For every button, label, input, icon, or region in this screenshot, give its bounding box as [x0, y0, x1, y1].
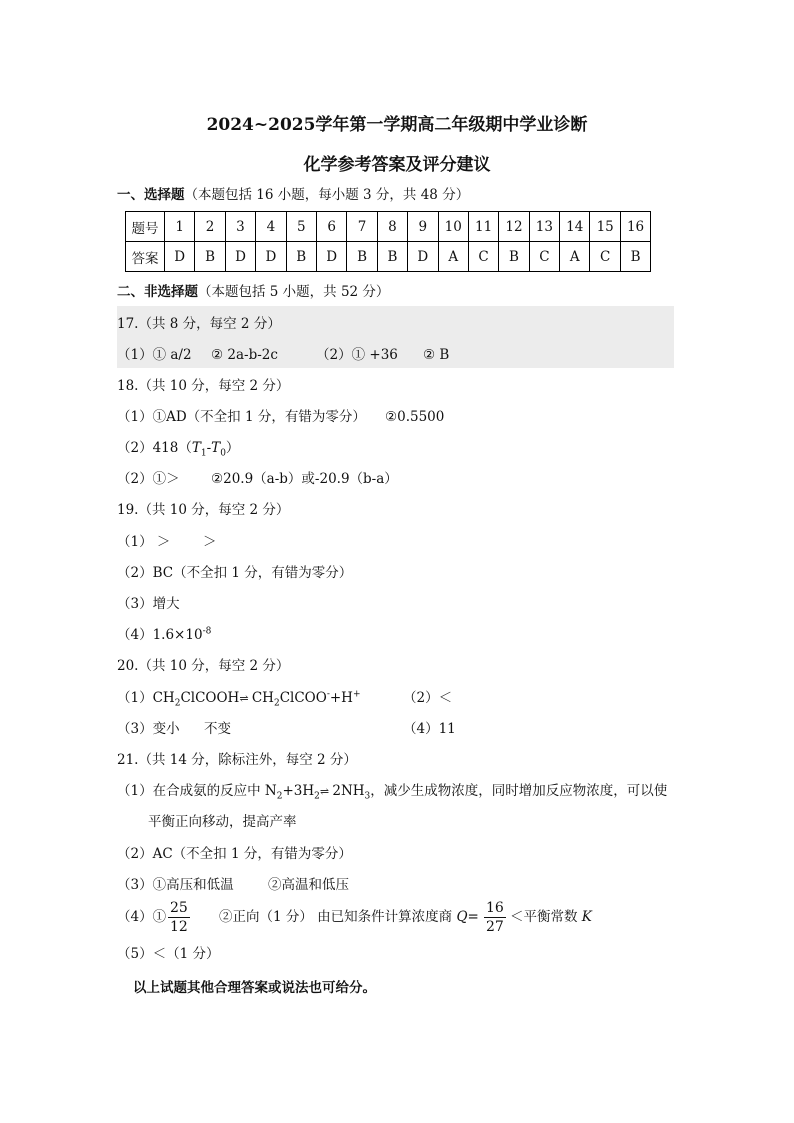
q19-2: （2）BC（不全扣 1 分，有错为零分） — [117, 565, 353, 581]
q21-4-q: Q — [456, 909, 468, 925]
closing-note: 以上试题其他合理答案或说法也可给分。 — [133, 980, 376, 996]
table-cell: D — [316, 242, 346, 272]
q21-part: +3H — [282, 783, 315, 799]
q20-2: （2）＜ — [403, 690, 453, 706]
row-label: 题号 — [126, 212, 165, 242]
q21-4-k: K — [581, 909, 592, 925]
question-number-row — [126, 212, 651, 242]
eq-sup: + — [352, 689, 361, 700]
table-cell: 10 — [438, 212, 468, 242]
table-cell: B — [377, 242, 407, 272]
q18-head: 18.（共 10 分，每空 2 分） — [117, 378, 290, 394]
table-cell: 13 — [529, 212, 559, 242]
fraction-16-27 — [484, 899, 506, 936]
q18-1-2: ②0.5500 — [385, 409, 445, 425]
q19-3: （3）增大 — [117, 596, 180, 612]
table-cell: B — [286, 242, 316, 272]
table-cell: C — [529, 242, 559, 272]
q21-part: 2NH — [328, 783, 365, 799]
table-cell: 11 — [468, 212, 498, 242]
q21-1-line1 — [117, 782, 667, 801]
q20-3-1: （3）变小 — [117, 721, 180, 737]
table-cell: 12 — [499, 212, 529, 242]
table-cell: 8 — [377, 212, 407, 242]
section2-header — [117, 283, 389, 301]
table-cell: C — [468, 242, 498, 272]
table-cell: 1 — [165, 212, 195, 242]
section2-heading: 二、非选择题 — [117, 284, 198, 300]
q21-part: ，减少生成物浓度，同时增加反应物浓度，可以使 — [370, 783, 668, 799]
q18-2-suffix: ） — [225, 440, 240, 456]
q18-2-s1: 1 — [200, 448, 207, 459]
q21-2: （2）AC（不全扣 1 分，有错为零分） — [117, 846, 352, 862]
fraction-25-12 — [168, 899, 190, 936]
q21-4-3 — [510, 908, 592, 926]
eq-part: （1）CH — [117, 690, 175, 706]
equilibrium-arrow-icon: ⇌ — [239, 692, 248, 705]
fraction-denominator: 12 — [170, 919, 188, 935]
page-subtitle: 化学参考答案及评分建议 — [303, 155, 491, 175]
q21-3-2: ②高温和低压 — [268, 877, 349, 893]
eq-sub: 2 — [273, 698, 280, 709]
table-cell: D — [165, 242, 195, 272]
q21-5: （5）＜（1 分） — [117, 946, 220, 962]
q21-4-2 — [219, 908, 479, 926]
table-cell: 2 — [195, 212, 225, 242]
q19-1-2: ＞ — [203, 534, 217, 550]
q18-3-2: ②20.9（a-b）或-20.9（b-a） — [211, 471, 398, 487]
q18-2-s0: 0 — [220, 448, 226, 459]
q17-head: 17.（共 8 分，每空 2 分） — [117, 316, 281, 332]
fraction-numerator: 16 — [486, 900, 504, 916]
q17-1-2: ② 2a-b-2c — [211, 347, 278, 363]
q18-1-1: （1）①AD（不全扣 1 分，有错为零分） — [117, 409, 366, 425]
q21-sub: 2 — [314, 791, 320, 802]
eq-part: CH — [247, 690, 274, 706]
table-cell: A — [438, 242, 468, 272]
table-cell: 14 — [560, 212, 590, 242]
table-cell: 3 — [225, 212, 255, 242]
q21-4-text: ②正向（1 分） 由已知条件计算浓度商 — [219, 909, 457, 925]
table-cell: 16 — [620, 212, 650, 242]
q21-3-1: （3）①高压和低温 — [117, 877, 234, 893]
q20-4: （4）11 — [403, 721, 456, 737]
q20-1-equation — [117, 689, 361, 708]
table-cell: 9 — [408, 212, 438, 242]
table-cell: D — [256, 242, 286, 272]
q21-1-line2: 平衡正向移动，提高产率 — [148, 814, 297, 830]
q18-2-t0: T — [211, 440, 221, 456]
q17-2-1: （2）① +36 — [316, 347, 398, 363]
row-label: 答案 — [126, 242, 165, 272]
q19-4 — [117, 626, 211, 644]
q21-head: 21.（共 14 分，除标注外，每空 2 分） — [117, 752, 357, 768]
table-cell: D — [408, 242, 438, 272]
q20-head: 20.（共 10 分，每空 2 分） — [117, 658, 290, 674]
eq-part: ClCOOH — [180, 690, 240, 706]
q19-4-base: （4）1.6×10 — [117, 627, 203, 643]
section1-header — [117, 186, 469, 204]
table-cell: 6 — [316, 212, 346, 242]
fraction-numerator: 25 — [170, 900, 188, 916]
eq-sup: - — [326, 689, 330, 700]
page-title: 2024~2025学年第一学期高二年级期中学业诊断 — [206, 115, 588, 135]
section1-heading: 一、选择题 — [117, 187, 185, 203]
q19-head: 19.（共 10 分，每空 2 分） — [117, 502, 290, 518]
answer-table — [125, 211, 651, 272]
table-cell: 4 — [256, 212, 286, 242]
q18-2-t1: T — [191, 440, 201, 456]
equilibrium-arrow-icon: ⇌ — [319, 785, 329, 798]
table-cell: B — [195, 242, 225, 272]
section1-note: （本题包括 16 小题，每小题 3 分，共 48 分） — [184, 187, 470, 203]
table-cell: B — [620, 242, 650, 272]
table-cell: C — [590, 242, 620, 272]
q17-1-1: （1）① a/2 — [117, 347, 192, 363]
eq-part: ClCOO — [279, 690, 327, 706]
table-cell: B — [499, 242, 529, 272]
q21-sub: 2 — [276, 791, 283, 802]
q18-3-1: （2）①＞ — [117, 471, 180, 487]
table-cell: 5 — [286, 212, 316, 242]
q19-1-1: （1） ＞ — [117, 534, 171, 550]
q17-2-2: ② B — [423, 347, 450, 363]
q21-part: （1）在合成氨的反应中 N — [117, 783, 277, 799]
fraction-denominator: 27 — [486, 919, 504, 935]
eq-sub: 2 — [174, 698, 181, 709]
q21-4-eq: = — [467, 909, 479, 925]
eq-part: +H — [329, 690, 353, 706]
answer-row — [126, 242, 651, 272]
section2-note: （本题包括 5 小题，共 52 分） — [198, 284, 390, 300]
q21-4-text: ＜平衡常数 — [510, 909, 582, 925]
q21-sub: 3 — [364, 791, 371, 802]
q21-4-label: （4）① — [117, 909, 167, 925]
q19-4-exp: -8 — [202, 626, 212, 637]
table-cell: 7 — [347, 212, 377, 242]
table-cell: D — [225, 242, 255, 272]
table-cell: B — [347, 242, 377, 272]
q18-2 — [117, 439, 239, 457]
q18-2-prefix: （2）418（ — [117, 440, 192, 456]
q20-3-2: 不变 — [204, 721, 231, 737]
table-cell: 15 — [590, 212, 620, 242]
q18-2-mid: - — [206, 440, 212, 456]
table-cell: A — [560, 242, 590, 272]
